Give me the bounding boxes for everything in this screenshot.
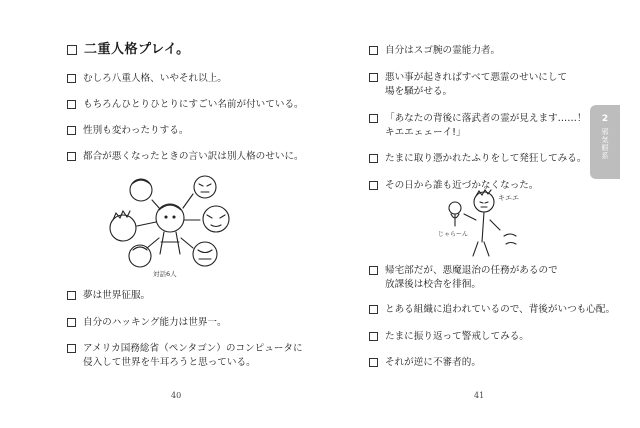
list-item: たまに取り憑かれたふりをして発狂してみる。 [369,152,586,166]
list-item: アメリカ国務総省（ペンタゴン）のコンピュータに 侵入して世界を牛耳ろうと思っている。 [67,342,303,370]
checkbox-icon[interactable] [369,305,378,314]
checkbox-icon[interactable] [67,100,76,109]
list-item: 都合が悪くなったときの言い訳は別人格のせいに。 [67,150,304,164]
chapter-tab-number: 2 [601,114,609,124]
list-item: 「あなたの背後に落武者の霊が見えます……！ キエエェェーイ!」 [369,112,586,140]
list-item: とある組織に追われているので、背後がいつも心配。 [369,303,615,317]
checkbox-icon[interactable] [369,73,378,82]
exorcist-illustration [438,188,528,260]
list-item: それが逆に不審者的。 [369,356,481,370]
illustration-caption: じゃらーん [438,231,469,238]
illustration-caption: 対話6人 [153,270,177,278]
right-page [320,0,640,428]
checkbox-icon[interactable] [369,181,378,190]
checkbox-icon[interactable] [67,152,76,161]
checkbox-icon[interactable] [369,266,378,275]
illustration-caption: キエエ [498,194,519,202]
list-item: むしろ八重人格、いやそれ以上。 [67,72,227,86]
list-item: たまに振り返って警戒してみる。 [369,330,529,344]
list-item: 帰宅部だが、悪魔退治の任務があるので 放課後は校舎を徘徊。 [369,264,558,292]
list-item: 夢は世界征服。 [67,289,150,303]
chapter-tab[interactable] [590,105,620,179]
list-item: もちろんひとりひとりにすごい名前が付いている。 [67,98,304,112]
checkbox-icon[interactable] [67,74,76,83]
checkbox-icon[interactable] [67,126,76,135]
checkbox-icon[interactable] [67,291,76,300]
list-item: 性別も変わったりする。 [67,124,188,138]
chapter-tab-label: 邪気眼系 [601,128,609,160]
page-number: 40 [171,391,182,400]
list-item: 自分はスゴ腕の霊能力者。 [369,44,500,58]
checkbox-icon[interactable] [369,358,378,367]
page-number: 41 [474,391,485,400]
checkbox-icon[interactable] [67,344,76,353]
heading-text: 二重人格プレイ。 [84,42,190,57]
list-item: その日から誰も近づかなくなった。 [369,179,539,193]
personality-faces-illustration [95,170,245,280]
section-heading [67,42,190,58]
checkbox-icon[interactable] [67,45,77,55]
checkbox-icon[interactable] [67,318,76,327]
list-item: 悪い事が起きればすべて悪霊のせいにして 場を騒がせる。 [369,71,567,99]
list-item: 自分のハッキング能力は世界一。 [67,316,227,330]
checkbox-icon[interactable] [369,154,378,163]
checkbox-icon[interactable] [369,332,378,341]
checkbox-icon[interactable] [369,114,378,123]
checkbox-icon[interactable] [369,46,378,55]
